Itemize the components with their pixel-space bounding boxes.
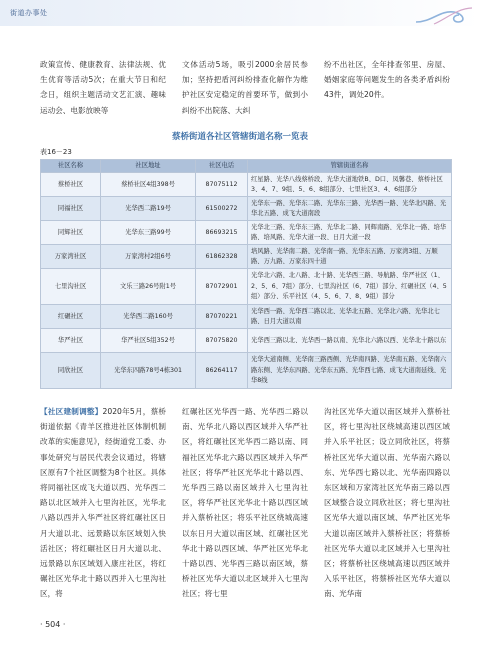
table-row (41, 173, 452, 197)
cell-address: 光华东四路78号4栋301 (101, 353, 196, 389)
cell-phone: 87072901 (196, 269, 248, 305)
cell-community: 七里沟社区 (41, 269, 101, 305)
table-header-row (41, 160, 452, 173)
text-column-3 (324, 404, 450, 610)
header-streets: 管辖街道名称 (248, 160, 452, 173)
table-row (41, 305, 452, 329)
page-number: · 504 · (40, 620, 66, 629)
header-phone: 社区电话 (196, 160, 248, 173)
table-row (41, 221, 452, 245)
cell-streets: 光华东一路、光华东二路、光华东三路、光华西一路、光华北四路、光华北五路、成飞大道南段 (248, 197, 452, 221)
community-table (40, 159, 452, 389)
paragraph-text: 沟社区光华大道以南区域并入蔡桥社区，将七里沟社区绕城高速以西区域并入乐平社区；设立同欣社区，将蔡桥社区光华大道以南、光华南六路以东、光华西七路以北、光华南四路以东区域和万家湾社区光华南三路以西区域整合设立同欣社区；将七里沟社区光华大道以南区域、华严社区光华大道以南区域并入蔡桥社区；将蔡桥社区光华大道以北区域并入七里沟社区；将蔡桥社区绕城高速以西区域并入乐平社区，将蔡桥社区光华大道以南、光华南 (324, 407, 450, 599)
cell-streets: 光华西三路以北、光华西一路以南、光华北六路以西、光华北十路以东 (248, 329, 452, 353)
text-column-2 (182, 404, 308, 610)
cell-streets: 光华北三路、光华东三路、光华北二路、同辉南路、光华北一路、培华路、培风路、光华大道一段、日月大道一段 (248, 221, 452, 245)
cell-streets: 培风路、光华南二路、光华南一路、光华东五路、万家湾3组、万顺路、万九路、万家东四十道 (248, 245, 452, 269)
cell-community: 华严社区 (41, 329, 101, 353)
cell-streets: 光华西一路、光华西二路以北、光华北五路、光华北六路、光华北七路、日月大道以南 (248, 305, 452, 329)
cell-community: 同欣社区 (41, 353, 101, 389)
text-column-2: 文体活动5场，吸引2000余居民参加；坚持把盾河纠纷排查化解作为维护社区安定稳定的首要环节，做到小纠纷不出院落、大纠 (182, 60, 308, 115)
cell-phone: 61862328 (196, 245, 248, 269)
text-column-1 (40, 404, 166, 610)
table-row (41, 329, 452, 353)
top-text-columns (40, 57, 450, 119)
paragraph-text: 2020年5月，蔡桥街道依据《青羊区推进社区体制机制改革的实施意见》，经街道党工委、办事处研究与居民代表会议通过，将辖区原有7个社区调整为8个社区。具体将同福社区成飞大道以西、光华西二路以北区域并入七里沟社区，光华北八路以西并入华严社区将红碾社区日月大道以北、远景路以东区域划入快活社区；将红碾社区日月大道以北、远景路以东区域划入康庄社区，将红碾社区光华北十路以西并入七里沟社区，将 (40, 407, 166, 599)
cell-community: 万家湾社区 (41, 245, 101, 269)
cell-streets: 光华北六路、北八路、北十路、光华西三路、导航路、华严社区（1、2、5、6、7组）部分、七里沟社区（6、7组）部分、红碾社区（4、5组）部分、乐平社区（4、5、6、7、8、9组）部分 (248, 269, 452, 305)
text-column-3: 纷不出社区，全年排查邻里、房屋、婚姻家庭等问题发生的各类矛盾纠纷43件，调处20件。 (324, 60, 450, 100)
cell-address: 万家湾村2组6号 (101, 245, 196, 269)
cell-streets: 光华大道南侧、光华南三路西侧、光华南四路、光华南五路、光华南六路东侧、光华东四路、光华东五路、光华西七路、成飞大道南延线、光华8线 (248, 353, 452, 389)
cell-community: 同福社区 (41, 197, 101, 221)
cell-phone: 86264117 (196, 353, 248, 389)
cell-phone: 61500272 (196, 197, 248, 221)
cell-address: 光华西二路19号 (101, 197, 196, 221)
table-row (41, 245, 452, 269)
cell-community: 蔡桥社区 (41, 173, 101, 197)
bottom-text-columns (40, 404, 450, 610)
header-community: 社区名称 (41, 160, 101, 173)
cell-address: 文乐三路26号附1号 (101, 269, 196, 305)
table-row (41, 197, 452, 221)
paragraph-text: 红碾社区光华西一路、光华西二路以南、光华北八路以西区域并入华严社区，将红碾社区光华西二路以南、同福社区光华北六路以西区域并入华严社区；将华严社区光华北十路以西、光华西三路以南区域并入七里沟社区，将华严社区光华北十路以西区域并入蔡桥社区；将乐平社区绕城高速以东日月大道以南区域、红碾社区光华北十路以西区域、华严社区光华北十路以西、光华西三路以南区域，蔡桥社区光华大道以北区域并入七里沟社区；将七里 (182, 407, 308, 599)
cell-phone: 86693215 (196, 221, 248, 245)
table-row (41, 269, 452, 305)
cell-community: 同辉社区 (41, 221, 101, 245)
table-number: 表16－23 (40, 148, 72, 156)
table-row (41, 353, 452, 389)
cell-address: 蔡桥社区4组398号 (101, 173, 196, 197)
text-column-1: 政策宣传、健康教育、法律法规、优生优育等活动5次；在重大节日和纪念日，组织主题活动文艺汇演、趣味运动会、电影放映等 (40, 60, 166, 115)
cell-phone: 87070221 (196, 305, 248, 329)
cell-phone: 87075112 (196, 173, 248, 197)
cell-community: 红碾社区 (41, 305, 101, 329)
cell-address: 华严社区5组352号 (101, 329, 196, 353)
section-heading: 【社区建制调整】 (40, 407, 103, 416)
cell-streets: 红星路、光华八线蔡桥段、光华大道地铁B、D口、凤馨巷、蔡桥社区3、4、7、9组、5、6、8组部分、七里社区3、4、6组部分 (248, 173, 452, 197)
running-header (0, 0, 480, 26)
section-title: 街道办事处 (10, 9, 48, 17)
decorative-swirl-icon (414, 2, 474, 26)
header-address: 社区地址 (101, 160, 196, 173)
cell-phone: 87075820 (196, 329, 248, 353)
table-title: 蔡桥街道各社区管辖街道名称一览表 (171, 132, 308, 142)
cell-address: 光华东三路99号 (101, 221, 196, 245)
cell-address: 光华西二路160号 (101, 305, 196, 329)
